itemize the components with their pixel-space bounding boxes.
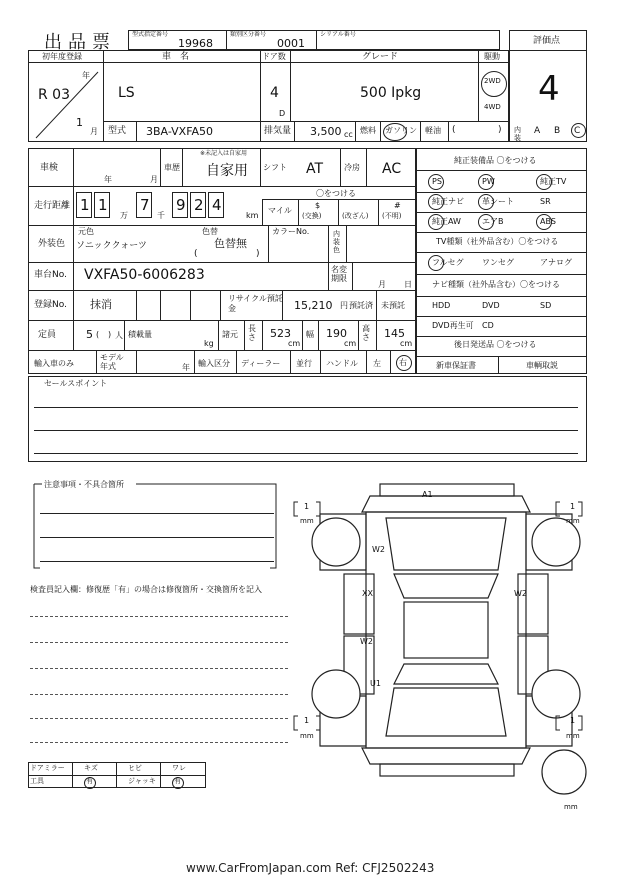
recycle-label: リサイクル預託金	[228, 294, 283, 313]
mileage-digit: 1	[80, 196, 90, 214]
capacity-value: 5	[86, 328, 93, 341]
color-no-label: カラーNo.	[272, 227, 310, 236]
km-unit: km	[246, 211, 259, 220]
legend-header: ドアミラー	[30, 764, 65, 772]
score-label: 評価点	[533, 36, 561, 46]
legend-value: 有	[174, 777, 181, 785]
recycle-value: 15,210	[294, 299, 333, 312]
doors-type: D	[279, 109, 286, 118]
length-value: 523	[270, 327, 291, 340]
car-damage-diagram	[290, 474, 590, 814]
equipment-item: CD	[482, 321, 494, 330]
tread-fl-mm: mm	[300, 517, 314, 525]
ac-label: 冷房	[344, 163, 360, 172]
footer-ref: www.CarFromJapan.com Ref: CFJ2502243	[186, 861, 435, 875]
vehicle-type-value: 自家用	[206, 163, 248, 179]
equipment-item: PW	[482, 177, 495, 186]
car-name-label: 車 名	[162, 52, 190, 62]
year-suffix: 年	[82, 71, 90, 80]
mileage-digit: 1	[98, 196, 108, 214]
tread-fl-value: 1	[304, 502, 310, 511]
equipment-item: ワンセグ	[482, 258, 514, 267]
interior-color-label: 内装色	[333, 230, 340, 254]
mark-left-rear-door: W2	[360, 637, 373, 646]
category-value: 0001	[277, 37, 305, 50]
interior-label: 内装	[514, 126, 521, 142]
equipment-item: 革シート	[482, 197, 514, 206]
chassis-label: 車台No.	[34, 270, 67, 280]
import-category-label: 輸入区分	[198, 359, 230, 368]
mileage-circle-note: 〇をつける	[316, 189, 356, 198]
drive-option-4wd: 4WD	[484, 103, 501, 111]
handle-right: 右	[399, 358, 407, 367]
legend-header: ヒビ	[128, 764, 142, 772]
inspection-label: 車検	[40, 163, 59, 173]
fuel-value: ガソリン	[385, 126, 417, 135]
first-reg-year: R 03	[38, 87, 70, 103]
height-value: 145	[384, 327, 405, 340]
shift-label: シフト	[263, 163, 287, 172]
recycle-paid: 預託済	[349, 301, 373, 310]
docs-manual: 車輌取説	[526, 361, 558, 370]
caution-bracket	[26, 482, 286, 572]
tread-rr-value: 1	[570, 716, 576, 725]
interior-grade-b: B	[554, 126, 561, 136]
navi-label: ナビ種類（社外品含む）〇をつける	[432, 280, 560, 289]
repaint-label: 色替	[202, 227, 218, 236]
oem-label: 純正装備品 〇をつける	[454, 156, 537, 165]
equipment-item: PS	[432, 177, 442, 186]
mileage-option-dollar: $	[315, 201, 321, 210]
first-reg-label: 初年度登録	[42, 52, 82, 61]
width-cm: cm	[344, 339, 357, 348]
man-unit: 万	[120, 211, 128, 220]
mileage-digit: 7	[140, 196, 150, 214]
sen-unit: 千	[157, 211, 165, 220]
car-name-value: LS	[118, 85, 135, 101]
length-label: 長さ	[248, 324, 256, 342]
equipment-item: エアB	[482, 217, 504, 226]
width-value: 190	[326, 327, 347, 340]
legend-value: 工具	[30, 777, 44, 785]
color-label: 外装色	[38, 239, 66, 249]
import-parallel: 並行	[296, 359, 312, 368]
height-label: 高さ	[362, 324, 370, 342]
model-designation-label: 型式指定番号	[132, 31, 169, 38]
equipment-item: HDD	[432, 301, 451, 310]
reg-label: 登録No.	[34, 300, 67, 310]
tv-label: TV種類（社外品含む）〇をつける	[436, 237, 559, 246]
equipment-item: フルセグ	[432, 258, 464, 267]
legend-header: ワレ	[172, 764, 186, 772]
equipment-item: 純正AW	[432, 217, 461, 226]
equipment-item: ABS	[540, 217, 556, 226]
mileage-digit-box	[208, 192, 224, 218]
recycle-unpaid: 未預託	[381, 301, 405, 310]
fuel-label: 燃料	[360, 126, 376, 135]
capacity-label: 定員	[38, 330, 57, 340]
equipment-item: DVD	[482, 301, 500, 310]
tread-rr-mm: mm	[566, 732, 580, 740]
tread-rl-mm: mm	[300, 732, 314, 740]
reg-value: 抹消	[90, 298, 112, 311]
mileage-option-hash: #	[394, 201, 401, 210]
sheet-title: 出品票	[44, 32, 116, 53]
mileage-digit-box	[172, 192, 188, 218]
displacement-label: 排気量	[264, 126, 292, 136]
import-label: 輸入車のみ	[34, 359, 74, 368]
mileage-digit-box	[190, 192, 206, 218]
sales-point-label: セールスポイント	[44, 379, 108, 388]
docs-warranty: 新車保証書	[436, 361, 476, 370]
handle-label: ハンドル	[326, 359, 358, 368]
name-change-month: 月	[378, 280, 386, 289]
chassis-value: VXFA50-6006283	[84, 267, 205, 283]
height-cm: cm	[400, 339, 413, 348]
load-label: 積載量	[128, 330, 152, 339]
equipment-item: アナログ	[540, 258, 572, 267]
grade-value: 500 Ipkg	[360, 85, 422, 101]
model-designation-value: 19968	[178, 37, 213, 50]
length-cm: cm	[288, 339, 301, 348]
dims-label: 諸元	[222, 330, 238, 339]
category-label: 類別区分番号	[230, 31, 267, 38]
orig-color-label: 元色	[78, 227, 94, 236]
caution-label: 注意事項・不具合箇所	[44, 480, 124, 489]
mileage-option-mile: マイル	[268, 206, 292, 215]
cc-unit: cc	[344, 130, 353, 139]
mileage-digit-box	[136, 192, 152, 218]
legend-value: 有	[86, 777, 93, 785]
interior-grade-a: A	[534, 126, 541, 136]
mileage-digit-box	[94, 192, 110, 218]
mark-right-door: W2	[514, 589, 527, 598]
capacity-unit: 人	[115, 331, 123, 340]
mileage-digit-box	[76, 192, 92, 218]
legend-value: ジャッキ	[128, 777, 156, 785]
mark-left-rear: U1	[370, 679, 381, 688]
displacement-value: 3,500	[310, 125, 342, 138]
drive-option-2wd: 2WD	[484, 77, 501, 85]
equipment-item: SD	[540, 301, 552, 310]
tread-rl-value: 1	[304, 716, 310, 725]
inspection-month-suffix: 月	[150, 175, 158, 184]
interior-grade-c: C	[574, 126, 581, 136]
kg-unit: kg	[204, 339, 214, 348]
doors-label: ドア数	[262, 52, 286, 61]
model-year-label: モデル年式	[100, 353, 124, 371]
serial-label: シリアル番号	[320, 31, 356, 38]
mileage-digit: 2	[194, 196, 204, 214]
legend-header: キズ	[84, 764, 98, 772]
doors-value: 4	[270, 85, 279, 101]
mark-front-bumper: A1	[422, 490, 433, 499]
mileage-digit: 9	[176, 196, 186, 214]
mark-left-front: W2	[372, 545, 385, 554]
vehicle-type-note: ※未記入は自家用	[200, 150, 248, 157]
equipment-item: 純正ナビ	[432, 197, 464, 206]
tread-fr-mm: mm	[566, 517, 580, 525]
shift-value: AT	[306, 161, 324, 177]
mark-left-door: XX	[362, 589, 373, 598]
model-year-suffix: 年	[182, 363, 190, 372]
repaint-value: 色替無	[214, 237, 247, 250]
equipment-item: DVD再生可	[432, 321, 474, 330]
model-label: 型式	[108, 126, 127, 136]
inspector-label: 検査員記入欄：修復歴「有」の場合は修復箇所・交換箇所を記入	[30, 585, 262, 594]
mileage-digit: 4	[212, 196, 222, 214]
inspection-year-suffix: 年	[104, 175, 112, 184]
vehicle-type-label: 車歴	[164, 163, 180, 172]
docs-label: 後日発送品 〇をつける	[454, 340, 537, 349]
width-label: 幅	[306, 330, 314, 339]
orig-color-value: ソニッククォーツ	[76, 241, 147, 251]
name-change-label: 名変期限	[331, 265, 347, 283]
handle-left: 左	[373, 359, 381, 368]
mileage-option-unknown: (不明)	[382, 212, 402, 220]
model-value: 3BA-VXFA50	[146, 125, 214, 138]
spare-mm: mm	[564, 803, 578, 811]
score-value: 4	[538, 69, 560, 109]
equipment-item: 純正TV	[540, 177, 567, 186]
drive-label: 駆動	[484, 52, 500, 61]
mileage-option-exchange: (交換)	[302, 212, 322, 220]
sales-point-box	[28, 376, 587, 462]
mileage-option-tampered: (改ざん)	[342, 212, 369, 220]
recycle-unit: 円	[340, 301, 348, 310]
diesel-label: 軽油	[425, 126, 441, 135]
tread-fr-value: 1	[570, 502, 576, 511]
mileage-label: 走行距離	[34, 201, 71, 211]
ac-value: AC	[382, 161, 402, 177]
equipment-item: SR	[540, 197, 551, 206]
grade-label: グレード	[362, 52, 399, 62]
first-reg-month: 1	[76, 116, 83, 129]
import-dealer: ディーラー	[241, 359, 281, 368]
month-suffix: 月	[90, 127, 98, 136]
